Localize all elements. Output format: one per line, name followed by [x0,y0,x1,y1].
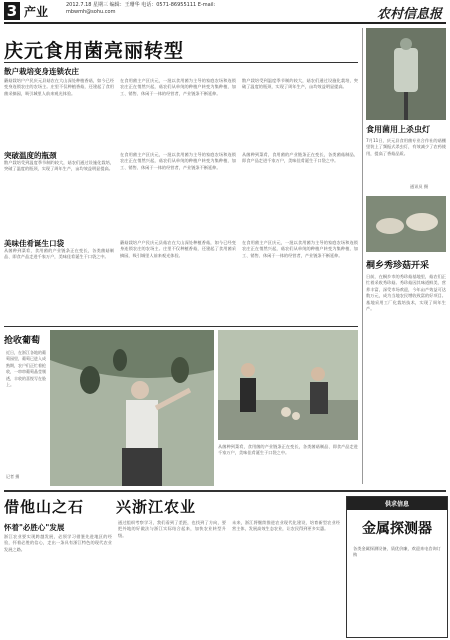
mushroom-base-photo [218,330,358,440]
headline-rule [4,62,358,63]
bug-lamp-photo [366,28,446,120]
article-col-9: 在食用菌主产区庆元，一批以食用菌为主导的家庭农场和连锁农庄正在悄然兴起，菇农们从单纯的种植户转变为集种植、加工、销售、休闲于一体的经营者，产业链条不断延伸。 [242,240,358,258]
photo-title: 抢收葡萄 [4,336,41,346]
ad-headline: 金属探测器 [362,521,432,537]
bottom-col-3: 未来，浙江将继续推进农业现代化建设，培育新型农业经营主体，发展高效生态农业，让农民得到更多实惠。 [232,520,340,532]
subhead-1: 散户栽培变身连锁农庄 [4,67,79,76]
page-number: 3 [4,2,20,20]
column-rule [362,28,363,484]
article-col-7: 从菌种到菜肴，食用菌的产业链条正在变长，各类菌菇制品、即食产品走进千家万户，美味佳肴诞生于口袋之中。 [4,248,114,260]
ad-body: 各类金属探测设备，质优价廉，欢迎来电咨询订购 [353,546,441,558]
newspaper-name: 农村信息报 [376,7,442,22]
bottom-col-1: 浙江农业要实现跨越发展，必须学习借鉴先进地区的经验，怀着必胜的信心，走出一条具有浙江特色的现代农业发展之路。 [4,534,112,552]
article-col-4: 散户栽培受到温度季节制约较大，菇农们通过设施化栽培，突破了温度的瓶颈，实现了周年生产，亩均效益明显提高。 [4,160,114,172]
bottom-col-2: 通过组织考察学习，我们看到了差距，也找到了方向，要把外地的好做法与浙江实际结合起来，加快农业转型升级。 [118,520,226,538]
right-title-2: 桐乡秀珍菇开采 [366,261,430,271]
right-article-1: 7月11日，庆元县食用菌专业合作社的菇棚里装上了频振式杀虫灯，有效减少了农药使用，提高了香菇品质。 [366,138,446,156]
bottom-kicker: 怀着"必胜心"发展 [4,523,65,532]
ad-label: 供求信息 [347,497,447,510]
grape-harvest-photo [50,330,214,486]
oyster-mushroom-photo [366,196,446,252]
subhead-2: 突破温度的瓶颈 [4,151,57,160]
subhead-3: 美味佳肴诞生口袋 [4,239,64,248]
photo-caption: 近日，在浙江各地的葡萄园里，葡萄已进入成熟期，农户们正忙着抢收，一串串葡萄晶莹剔透，丰收的喜悦写在脸上。 [6,350,46,388]
article-col-3: 散户栽培受到温度季节制约较大，菇农们通过设施化栽培，突破了温度的瓶颈，实现了周年生产，亩均效益明显提高。 [242,78,358,90]
right-credit-1: 通讯员 摄 [410,184,429,189]
bottom-headline-b: 兴浙江农业 [116,498,197,516]
photo-credit: 记者 摄 [6,474,20,479]
header-rule [4,22,446,24]
article-col-8: 蘑菇栽培户户民庆元县菇农在大山深处种植香菇，如今已经变身连锁农庄的农场主。庄里不仅种植香菇，还建起了食用菌采摘园，吸引城里人前来观光体验。 [120,240,236,258]
article-col-6: 从菌种到菜肴，食用菌的产业链条正在变长，各类菌菇制品、即食产品走进千家万户，美味佳肴诞生于口袋之中。 [242,152,358,164]
bottom-divider [4,490,446,492]
center-article: 从菌种到菜肴，食用菌的产业链条正在变长，各类菌菇制品、即食产品走进千家万户，美味佳肴诞生于口袋之中。 [218,444,358,456]
section-divider [4,326,358,327]
bottom-headline-a: 借他山之石 [4,498,85,516]
main-headline: 庆元食用菌亮丽转型 [4,40,185,62]
section-label: 产业 [24,5,49,19]
right-article-2: 日前，在桐乡市的秀珍菇基地里，菇农们正忙着采收秀珍菇。秀珍菇因其味道鲜美、营养丰富，深受市场欢迎，今年亩产效益可达数万元，成为当地农民增收致富的好项目。基地采用工厂化栽培技术，实现了周年生产。 [366,274,446,312]
article-col-2: 在食用菌主产区庆元，一批以食用菌为主导的家庭农场和连锁农庄正在悄然兴起，菇农们从单纯的种植户转变为集种植、加工、销售、休闲于一体的经营者，产业链条不断延伸。 [120,78,236,96]
header-meta: 2012.7.18 星期三 编辑：王珊华 电话：0571-86955111 E-mail: mbwmh@sohu.com [66,2,216,15]
article-col-5: 在食用菌主产区庆元，一批以食用菌为主导的家庭农场和连锁农庄正在悄然兴起，菇农们从单纯的种植户转变为集种植、加工、销售、休闲于一体的经营者，产业链条不断延伸。 [120,152,236,170]
right-title-1: 食用菌用上杀虫灯 [366,125,430,134]
classified-ad [346,496,448,638]
article-col-1: 蘑菇栽培户户民庆元县菇农在大山深处种植香菇，如今已经变身连锁农庄的农场主。庄里不仅种植香菇，还建起了食用菌采摘园，吸引城里人前来观光体验。 [4,78,114,96]
